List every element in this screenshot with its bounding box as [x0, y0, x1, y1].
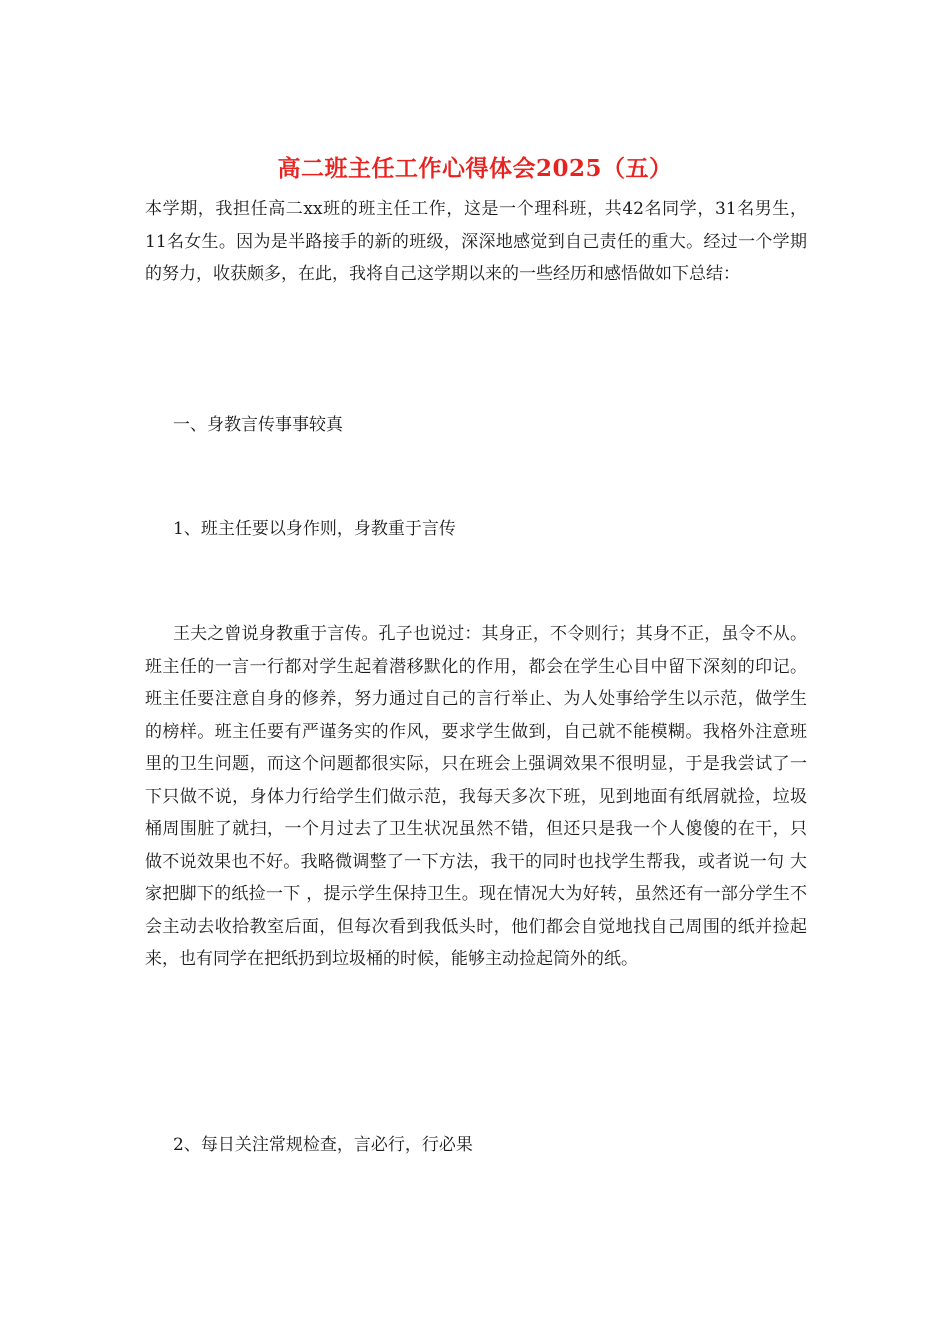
subsection-heading-2: 2、每日关注常规检查，言必行，行必果	[173, 1135, 473, 1155]
subsection-heading-1: 1、班主任要以身作则，身教重于言传	[173, 519, 456, 539]
subsection-body-1: 王夫之曾说身教重于言传。孔子也说过：其身正，不令则行；其身不正，虽令不从。班主任的一言一行都对学生起着潜移默化的作用，都会在学生心目中留下深刻的印记。班主任要注意自身的修养，努力通过自己的言行举止、为人处事给学生以示范，做学生的榜样。班主任要有严谨务实的作风，要求学生做到，自己就不能模糊。我格外注意班里的卫生问题，而这个问题都很实际，只在班会上强调效果不很明显，于是我尝试了一下只做不说，身体力行给学生们做示范，我每天多次下班，见到地面有纸屑就捡，垃圾桶周围脏了就扫，一个月过去了卫生状况虽然不错，但还只是我一个人傻傻的在干，只做不说效果也不好。我略微调整了一下方法，我干的同时也找学生帮我，或者说一句 大家把脚下的纸捡一下 ，提示学生保持卫生。现在情况大为好转，虽然还有一部分学生不会主动去收拾教室后面，但每次看到我低头时，他们都会自觉地找自己周围的纸并捡起来，也有同学在把纸扔到垃圾桶的时候，能够主动捡起筒外的纸。	[145, 624, 807, 969]
section-heading-1: 一、身教言传事事较真	[173, 415, 343, 435]
document-title: 高二班主任工作心得体会2025（五）	[277, 155, 673, 182]
intro-paragraph: 本学期，我担任高二xx班的班主任工作，这是一个理科班，共42名同学，31名男生，11名女生。因为是半路接手的新的班级，深深地感觉到自己责任的重大。经过一个学期的努力，收获颇多，在此，我将自己这学期以来的一些经历和感悟做如下总结：	[145, 199, 807, 284]
